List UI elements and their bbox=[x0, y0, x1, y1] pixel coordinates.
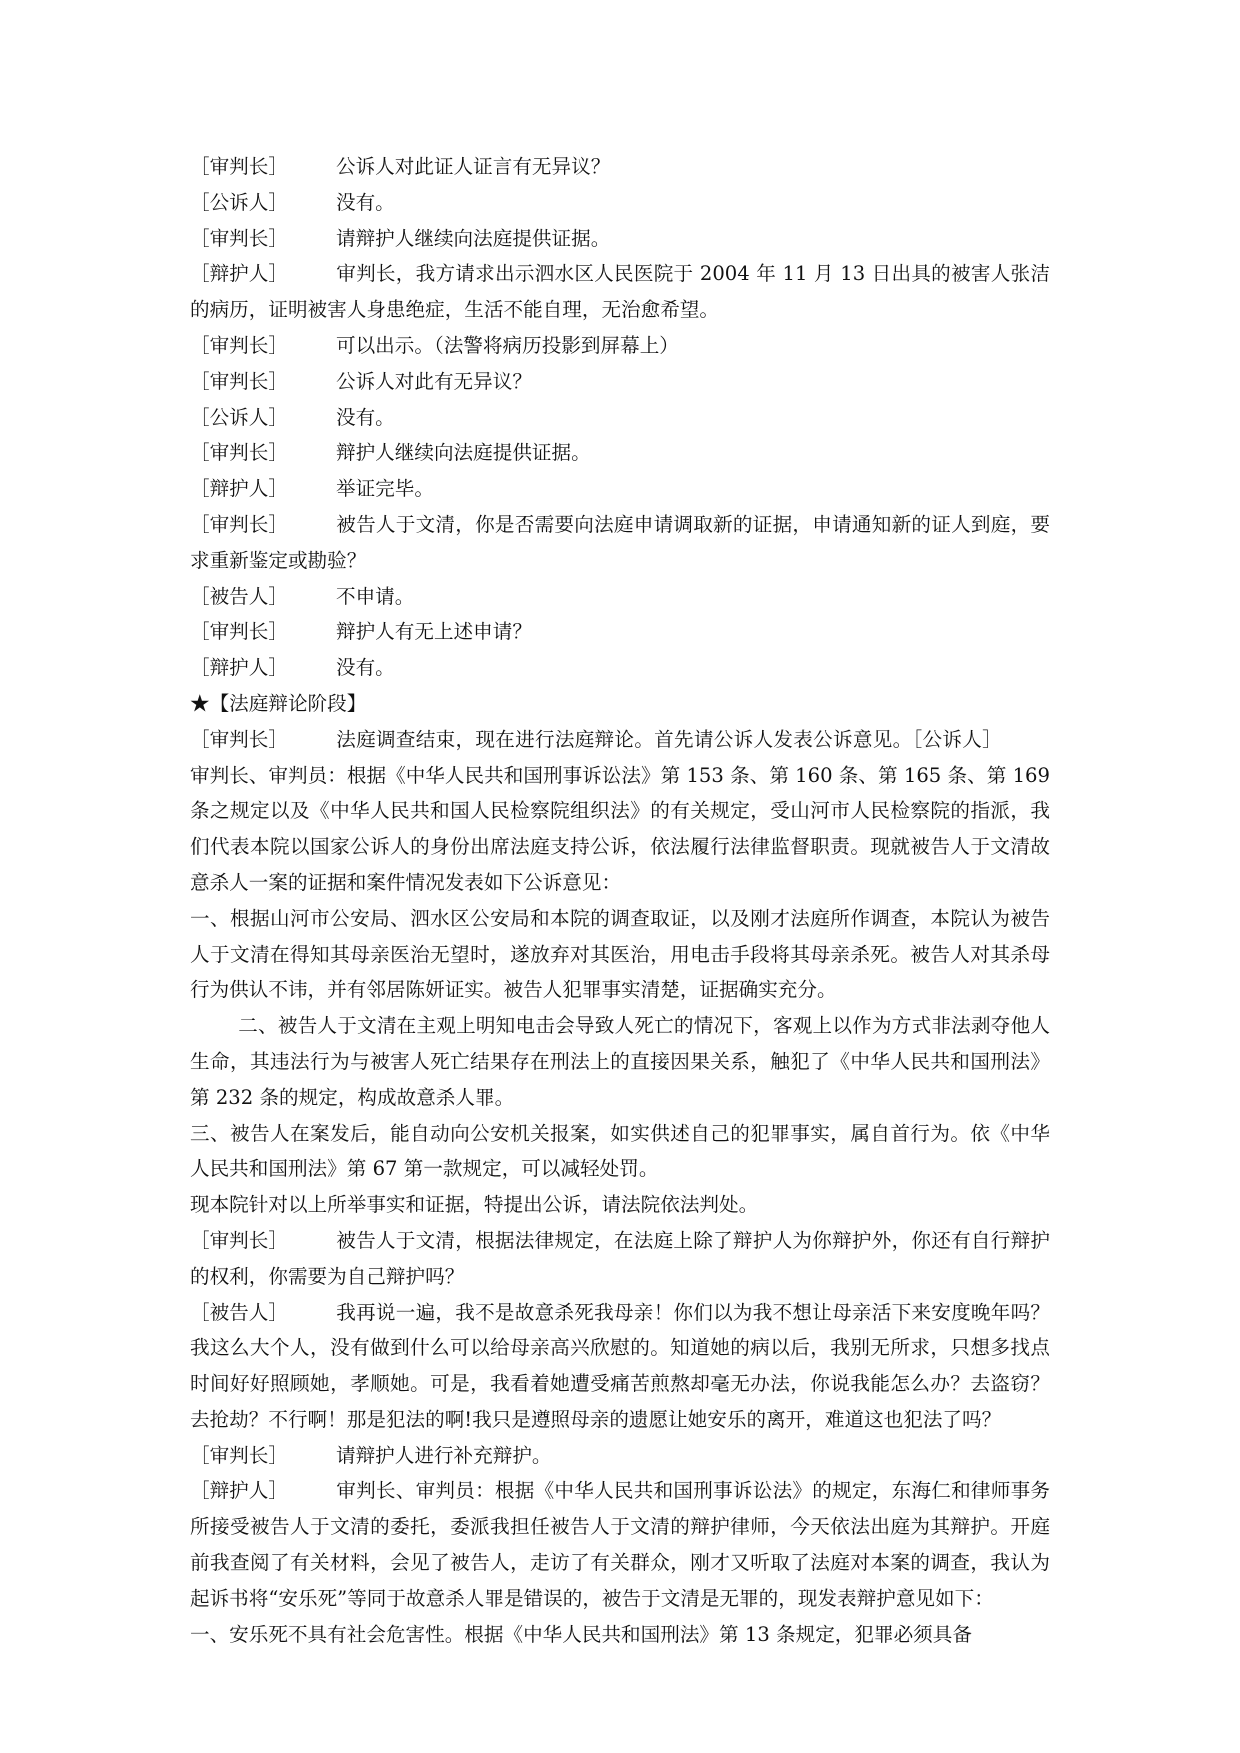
speaker-label: ［辩护人］ bbox=[190, 477, 288, 501]
speaker-label: ［辩护人］ bbox=[190, 1479, 288, 1503]
utterance: 二、被告人于文清在主观上明知电击会导致人死亡的情况下，客观上以作为方式非法剥夺他人生命，其违法行为与被害人死亡结果存在刑法上的直接因果关系，触犯了《中华人民共和国刑法》第 232 条的规定，构成故意杀人罪。 bbox=[190, 1014, 1050, 1109]
dialogue-line bbox=[190, 364, 1050, 400]
utterance: 请辩护人继续向法庭提供证据。 bbox=[336, 226, 611, 250]
speaker-label: ［公诉人］ bbox=[912, 727, 1003, 751]
speaker-label: ［公诉人］ bbox=[190, 405, 288, 429]
speaker-label: ［被告人］ bbox=[190, 1300, 288, 1324]
prosecution-point-1: 一、根据山河市公安局、泗水区公安局和本院的调查取证，以及刚才法庭所作调查，本院认为被告人于文清在得知其母亲医治无望时，遂放弃对其医治，用电击手段将其母亲杀死。被告人对其杀母行为供认不讳，并有邻居陈妍证实。被告人犯罪事实清楚，证据确实充分。 bbox=[190, 906, 1050, 1002]
speaker-label: ［公诉人］ bbox=[190, 190, 288, 214]
prosecution-point-2 bbox=[190, 1008, 1050, 1115]
utterance: 法庭调查结束，现在进行法庭辩论。首先请公诉人发表公诉意见。 bbox=[336, 727, 913, 751]
section-heading: ★【法庭辩论阶段】 bbox=[190, 691, 367, 715]
utterance: 审判长，我方请求出示泗水区人民医院于 2004 年 11 月 13 日出具的被害人张洁的病历，证明被害人身患绝症，生活不能自理，无治愈希望。 bbox=[190, 262, 1050, 322]
speaker-label: ［辩护人］ bbox=[190, 656, 288, 680]
defense-point-1: 一、安乐死不具有社会危害性。根据《中华人民共和国刑法》第 13 条规定，犯罪必须具备 bbox=[190, 1622, 972, 1646]
speaker-label: ［审判长］ bbox=[190, 1443, 288, 1467]
speaker-label: ［被告人］ bbox=[190, 584, 288, 608]
utterance: 辩护人继续向法庭提供证据。 bbox=[336, 441, 591, 465]
utterance: 不申请。 bbox=[336, 584, 415, 608]
utterance: 辩护人有无上述申请？ bbox=[336, 620, 532, 644]
speaker-label: ［审判长］ bbox=[190, 1228, 288, 1252]
dialogue-line bbox=[190, 650, 1050, 686]
speaker-label: ［审判长］ bbox=[190, 441, 288, 465]
utterance: 公诉人对此有无异议？ bbox=[336, 369, 532, 393]
utterance: 没有。 bbox=[336, 405, 395, 429]
utterance: 我再说一遍，我不是故意杀死我母亲！你们以为我不想让母亲活下来安度晚年吗？我这么大个人，没有做到什么可以给母亲高兴欣慰的。知道她的病以后，我别无所求，只想多找点时间好好照顾她，孝顺她。可是，我看着她遭受痛苦煎熬却毫无办法，你说我能怎么办？去盗窃？去抢劫？不行啊！那是犯法的啊!我只是遵照母亲的遗愿让她安乐的离开，难道这也犯法了吗？ bbox=[190, 1300, 1050, 1431]
speaker-label: ［审判长］ bbox=[190, 727, 288, 751]
utterance: 审判长、审判员：根据《中华人民共和国刑事诉讼法》第 153 条、第 160 条、第 165 条、第 169 条之规定以及《中华人民共和国人民检察院组织法》的有关规定，受山河市人民检察院的指派，我们代表本院以国家公诉人的身份出席法庭支持公诉，依法履行法律监督职责。现就被告人于文清故意杀人一案的证据和案件情况发表如下公诉意见： bbox=[190, 763, 1050, 894]
utterance: 请辩护人进行补充辩护。 bbox=[336, 1443, 552, 1467]
dialogue-line bbox=[190, 1438, 1050, 1474]
debate-opening-paragraph bbox=[190, 722, 1050, 901]
speaker-label: ［审判长］ bbox=[190, 155, 288, 178]
dialogue-line bbox=[190, 435, 1050, 471]
dialogue-line bbox=[190, 221, 1050, 257]
utterance: 没有。 bbox=[336, 656, 395, 680]
dialogue-line bbox=[190, 507, 1050, 579]
dialogue-line bbox=[190, 328, 1050, 364]
dialogue-line bbox=[190, 185, 1050, 221]
dialogue-line bbox=[190, 471, 1050, 507]
speaker-label: ［审判长］ bbox=[190, 226, 288, 250]
speaker-label: ［审判长］ bbox=[190, 369, 288, 393]
dialogue-line bbox=[190, 400, 1050, 436]
dialogue-line bbox=[190, 1295, 1050, 1438]
speaker-label: ［审判长］ bbox=[190, 512, 288, 536]
dialogue-line bbox=[190, 579, 1050, 615]
prosecution-point-3: 三、被告人在案发后，能自动向公安机关报案，如实供述自己的犯罪事实，属自首行为。依《中华人民共和国刑法》第 67 第一款规定，可以减轻处罚。 bbox=[190, 1121, 1050, 1181]
utterance: 被告人于文清，根据法律规定，在法庭上除了辩护人为你辩护外，你还有自行辩护的权利，你需要为自己辩护吗？ bbox=[190, 1228, 1050, 1288]
speaker-label: ［辩护人］ bbox=[190, 262, 288, 286]
dialogue-line bbox=[190, 614, 1050, 650]
document-page bbox=[190, 149, 1050, 1652]
utterance: 审判长、审判员：根据《中华人民共和国刑事诉讼法》的规定，东海仁和律师事务所接受被告人于文清的委托，委派我担任被告人于文清的辩护律师，今天依法出庭为其辩护。开庭前我查阅了有关材料，会见了被告人，走访了有关群众，刚才又听取了法庭对本案的调查，我认为起诉书将“安乐死”等同于故意杀人罪是错误的，被告于文清是无罪的，现发表辩护意见如下： bbox=[190, 1479, 1050, 1610]
dialogue-line bbox=[190, 256, 1050, 328]
prosecution-conclusion: 现本院针对以上所举事实和证据，特提出公诉，请法院依法判处。 bbox=[190, 1193, 759, 1217]
utterance: 公诉人对此证人证言有无异议？ bbox=[336, 155, 611, 178]
utterance: 被告人于文清，你是否需要向法庭申请调取新的证据，申请通知新的证人到庭，要求重新鉴定或勘验？ bbox=[190, 512, 1050, 572]
utterance: 可以出示。（法警将病历投影到屏幕上） bbox=[336, 333, 679, 357]
utterance: 举证完毕。 bbox=[336, 477, 434, 501]
speaker-label: ［审判长］ bbox=[190, 333, 288, 357]
utterance: 没有。 bbox=[336, 190, 395, 214]
dialogue-line bbox=[190, 149, 1050, 185]
dialogue-line bbox=[190, 1223, 1050, 1295]
speaker-label: ［审判长］ bbox=[190, 620, 288, 644]
dialogue-line bbox=[190, 1473, 1050, 1616]
